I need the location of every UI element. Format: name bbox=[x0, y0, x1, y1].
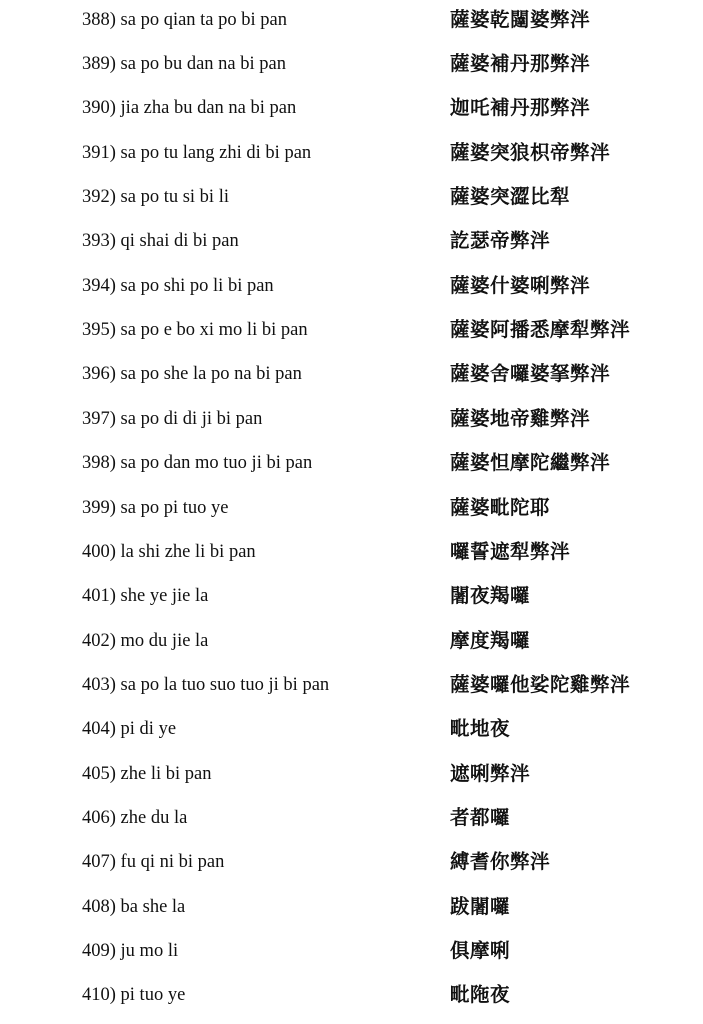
entry-hanzi: 薩婆乾闥婆弊泮 bbox=[450, 8, 591, 31]
entry-hanzi: 薩婆補丹那弊泮 bbox=[450, 52, 591, 75]
entry-hanzi: 縛耆你弊泮 bbox=[450, 850, 551, 873]
entry-pinyin: 392) sa po tu si bi li bbox=[82, 187, 229, 207]
entry-pinyin: 405) zhe li bi pan bbox=[82, 764, 212, 784]
list-item bbox=[0, 629, 703, 659]
entry-pinyin: 398) sa po dan mo tuo ji bi pan bbox=[82, 453, 313, 473]
entry-hanzi: 跋闍囉 bbox=[450, 895, 511, 918]
list-item bbox=[0, 451, 703, 481]
entry-hanzi: 薩婆舍囉婆拏弊泮 bbox=[450, 362, 611, 385]
entry-hanzi: 毗地夜 bbox=[450, 717, 511, 740]
list-item bbox=[0, 496, 703, 526]
entry-pinyin: 400) la shi zhe li bi pan bbox=[82, 542, 256, 562]
list-item bbox=[0, 229, 703, 259]
entry-pinyin: 389) sa po bu dan na bi pan bbox=[82, 54, 286, 74]
entry-pinyin: 403) sa po la tuo suo tuo ji bi pan bbox=[82, 675, 330, 695]
entry-pinyin: 407) fu qi ni bi pan bbox=[82, 852, 225, 872]
list-item bbox=[0, 762, 703, 792]
list-item bbox=[0, 52, 703, 82]
list-item bbox=[0, 895, 703, 925]
list-item bbox=[0, 185, 703, 215]
list-item bbox=[0, 274, 703, 304]
entry-pinyin: 409) ju mo li bbox=[82, 941, 179, 961]
entry-hanzi: 闍夜羯囉 bbox=[450, 584, 531, 607]
entry-hanzi: 毗陁夜 bbox=[450, 983, 511, 1006]
entry-pinyin: 402) mo du jie la bbox=[82, 631, 209, 651]
list-item bbox=[0, 584, 703, 614]
list-item bbox=[0, 141, 703, 171]
list-item bbox=[0, 540, 703, 570]
entry-pinyin: 390) jia zha bu dan na bi pan bbox=[82, 98, 297, 118]
list-item bbox=[0, 407, 703, 437]
entry-pinyin: 397) sa po di di ji bi pan bbox=[82, 409, 263, 429]
entry-pinyin: 404) pi di ye bbox=[82, 719, 177, 739]
entry-hanzi: 薩婆突狼枳帝弊泮 bbox=[450, 141, 611, 164]
entry-hanzi: 薩婆地帝雞弊泮 bbox=[450, 407, 591, 430]
entry-hanzi: 薩婆囉他娑陀雞弊泮 bbox=[450, 673, 631, 696]
entry-pinyin: 393) qi shai di bi pan bbox=[82, 231, 239, 251]
entry-hanzi: 遮唎弊泮 bbox=[450, 762, 531, 785]
entry-hanzi: 薩婆阿播悉摩犁弊泮 bbox=[450, 318, 631, 341]
entry-hanzi: 囉誓遮犁弊泮 bbox=[450, 540, 571, 563]
entry-pinyin: 388) sa po qian ta po bi pan bbox=[82, 10, 287, 30]
list-item bbox=[0, 318, 703, 348]
entry-pinyin: 410) pi tuo ye bbox=[82, 985, 186, 1005]
entry-hanzi: 薩婆突澀比犁 bbox=[450, 185, 571, 208]
entry-pinyin: 391) sa po tu lang zhi di bi pan bbox=[82, 143, 312, 163]
entry-pinyin: 401) she ye jie la bbox=[82, 586, 209, 606]
list-item bbox=[0, 983, 703, 1013]
entry-hanzi: 訖瑟帝弊泮 bbox=[450, 229, 551, 252]
entry-pinyin: 399) sa po pi tuo ye bbox=[82, 498, 229, 518]
list-item bbox=[0, 806, 703, 836]
entry-hanzi: 摩度羯囉 bbox=[450, 629, 531, 652]
entry-hanzi: 俱摩唎 bbox=[450, 939, 511, 962]
entry-hanzi: 薩婆什婆唎弊泮 bbox=[450, 274, 591, 297]
list-item bbox=[0, 362, 703, 392]
entry-hanzi: 薩婆怛摩陀繼弊泮 bbox=[450, 451, 611, 474]
list-item bbox=[0, 673, 703, 703]
entry-pinyin: 406) zhe du la bbox=[82, 808, 188, 828]
list-item bbox=[0, 717, 703, 747]
list-item bbox=[0, 8, 703, 38]
entry-hanzi: 者都囉 bbox=[450, 806, 511, 829]
entry-pinyin: 396) sa po she la po na bi pan bbox=[82, 364, 302, 384]
entry-pinyin: 395) sa po e bo xi mo li bi pan bbox=[82, 320, 308, 340]
list-item bbox=[0, 939, 703, 969]
entry-hanzi: 薩婆毗陀耶 bbox=[450, 496, 551, 519]
list-item bbox=[0, 96, 703, 126]
entry-pinyin: 394) sa po shi po li bi pan bbox=[82, 276, 274, 296]
list-item bbox=[0, 850, 703, 880]
entry-pinyin: 408) ba she la bbox=[82, 897, 186, 917]
entry-hanzi: 迦吒補丹那弊泮 bbox=[450, 96, 591, 119]
